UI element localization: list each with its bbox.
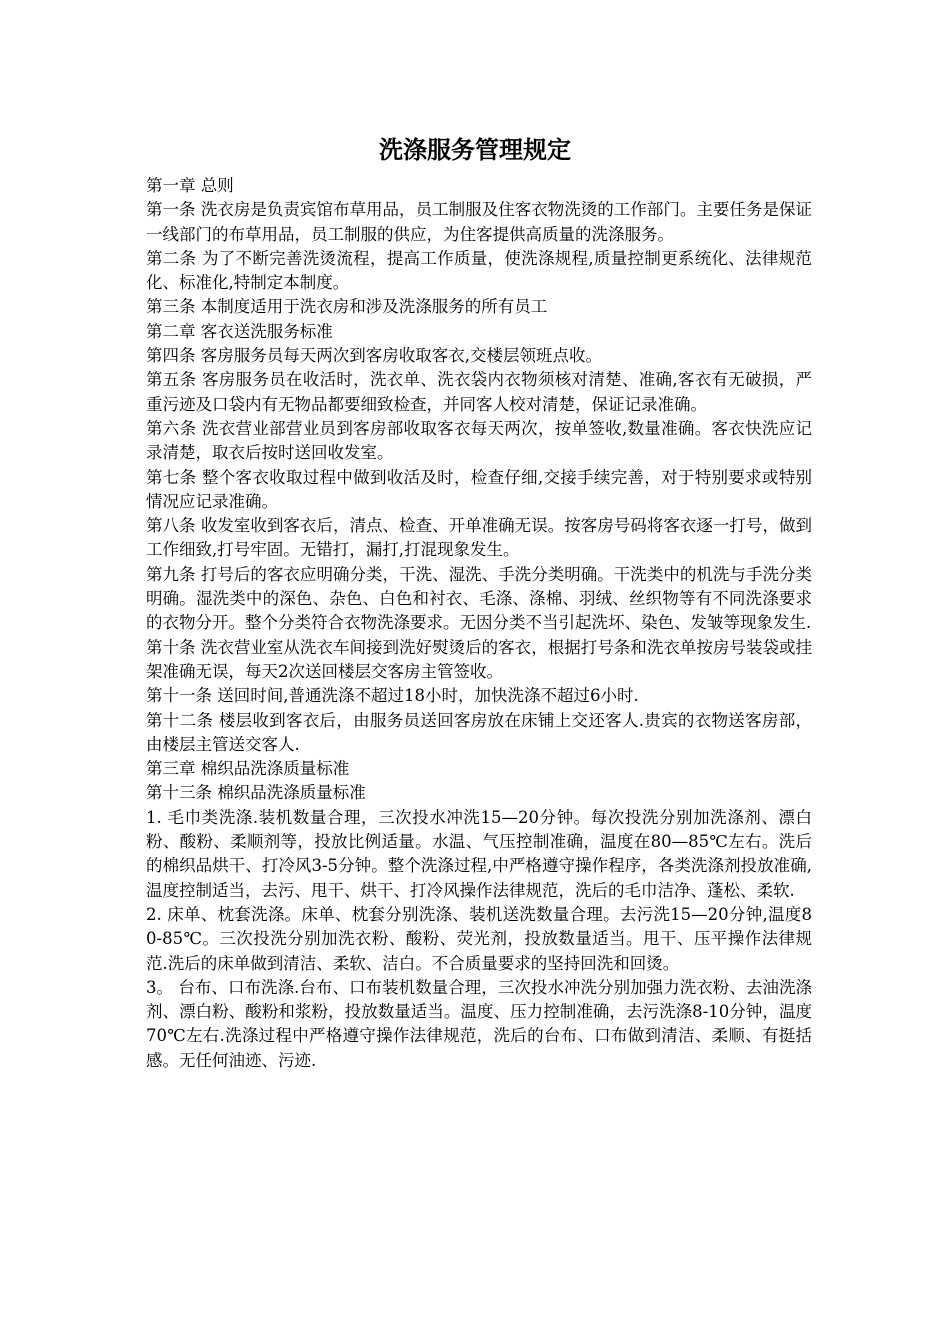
document-title: 洗涤服务管理规定 [379,136,571,164]
article-13: 第十三条 棉织品洗涤质量标准 [146,783,366,803]
article-3: 第三条 本制度适用于洗衣房和涉及洗涤服务的所有员工 [146,297,548,317]
article-11: 第十一条 送回时间,普通洗涤不超过18小时，加快洗涤不超过6小时. [146,686,639,706]
chapter-2-heading: 第二章 客衣送洗服务标准 [146,321,333,341]
chapter-1-heading: 第一章 总则 [146,176,234,195]
article-1: 第一条 洗衣房是负责宾馆布草用品，员工制服及住客衣物洗烫的工作部门。主要任务是保证一线部门的布草用品，员工制服的供应，为住客提供高质量的洗涤服务。 [146,200,812,244]
article-12: 第十二条 楼层收到客衣后，由服务员送回客房放在床铺上交还客人.贵宾的衣物送客房部，由楼层主管送交客人. [146,710,812,754]
article-6: 第六条 洗衣营业部营业员到客房部收取客衣每天两次，按单签收,数量准确。客衣快洗应记录清楚，取衣后按时送回收发室。 [146,418,812,463]
article-4: 第四条 客房服务员每天两次到客房收取客衣,交楼层领班点收。 [146,346,602,366]
list-item-tablecloths: 3。 台布、口布洗涤.台布、口布装机数量合理，三次投水冲洗分别加强力洗衣粉、去油洗涤剂、漂白粉、酸粉和浆粉，投放数量适当。温度、压力控制准确，去污洗涤8-10分钟，温度70℃左右.洗涤过程中严格遵守操作法律规范，洗后的台布、口布做到清洁、柔顺、有挺括感。无任何油迹、污迹. [146,977,812,1070]
article-9: 第九条 打号后的客衣应明确分类，干洗、湿洗、手洗分类明确。干洗类中的机洗与手洗分类明确。湿洗类中的深色、杂色、白色和衬衣、毛涤、涤棉、羽绒、丝织物等有不同洗涤要求的衣物分开。整个分类符合衣物洗涤要求。无因分类不当引起洗坏、染色、发皱等现象发生. [146,564,812,633]
list-item-sheets: 2. 床单、枕套洗涤。床单、枕套分别洗涤、装机送洗数量合理。去污洗15—20分钟,温度80-85℃。三次投洗分别加洗衣粉、酸粉、荧光剂，投放数量适当。甩干、压平操作法律规范.洗后的床单做到清洁、柔软、洁白。不合质量要求的坚持回洗和回烫。 [146,904,812,973]
document-body [146,174,812,1073]
article-2: 第二条 为了不断完善洗烫流程，提高工作质量，使洗涤规程,质量控制更系统化、法律规范化、标准化,特制定本制度。 [146,248,812,293]
chapter-3-heading: 第三章 棉织品洗涤质量标准 [146,759,350,779]
article-5: 第五条 客房服务员在收活时，洗衣单、洗衣袋内衣物须核对清楚、准确,客衣有无破损，严重污迹及口袋内有无物品都要细致检查，并同客人校对清楚，保证记录准确。 [146,370,812,414]
article-8: 第八条 收发室收到客衣后，清点、检查、开单准确无误。按客房号码将客衣逐一打号，做到工作细致,打号牢固。无错打，漏打,打混现象发生。 [146,516,812,560]
list-item-towels: 1. 毛巾类洗涤.装机数量合理，三次投水冲洗15—20分钟。每次投洗分别加洗涤剂、漂白粉、酸粉、柔顺剂等，投放比例适量。水温、气压控制准确，温度在80—85℃左右。洗后的棉织品烘干、打冷风3-5分钟。整个洗涤过程,中严格遵守操作程序，各类洗涤剂投放准确,温度控制适当，去污、甩干、烘干、打冷风操作法律规范，洗后的毛巾洁净、蓬松、柔软. [146,807,812,900]
article-7: 第七条 整个客衣收取过程中做到收活及时，检查仔细,交接手续完善，对于特别要求或特别情况应记录准确。 [146,467,812,511]
article-10: 第十条 洗衣营业室从洗衣车间接到洗好熨烫后的客衣，根据打号条和洗衣单按房号装袋或挂架准确无误，每天2次送回楼层交客房主管签收。 [146,637,812,681]
